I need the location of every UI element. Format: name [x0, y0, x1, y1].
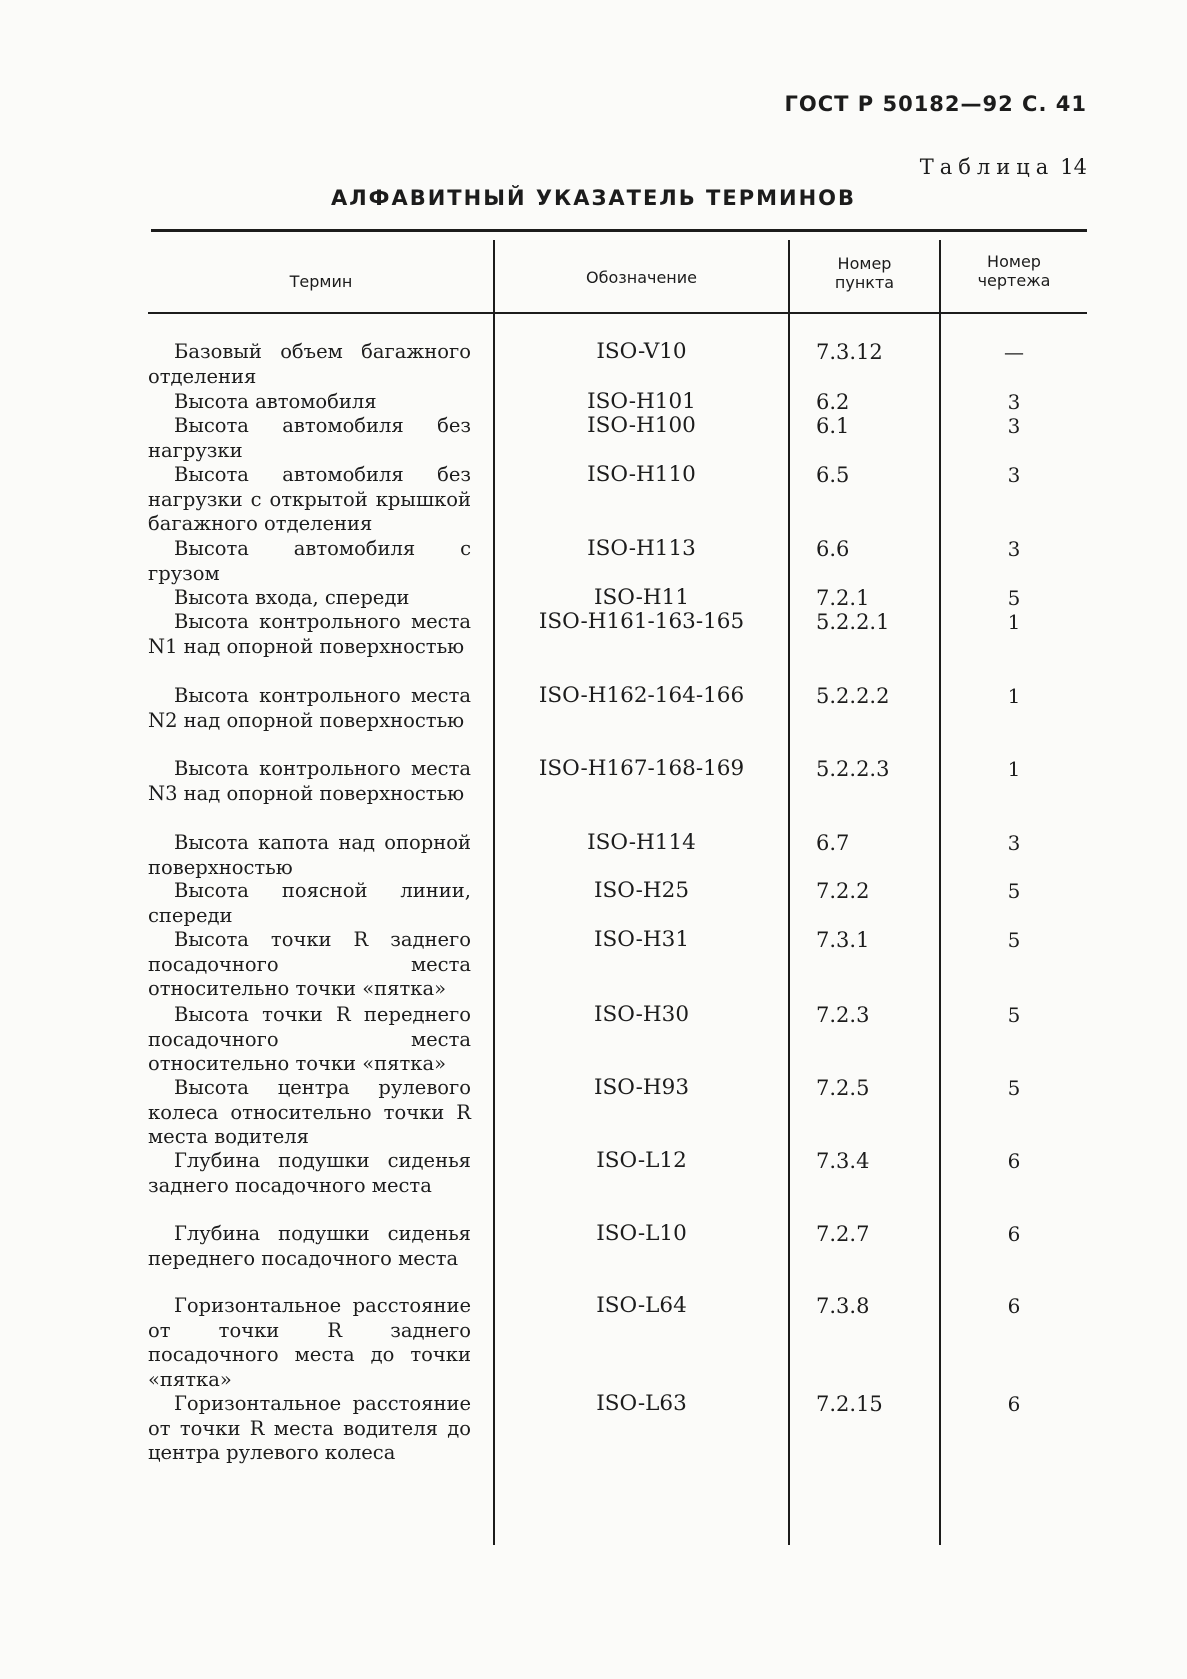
designation-cell: ISO-H31	[593, 927, 689, 952]
item-number-cell: 6.6	[816, 537, 850, 561]
figure-number-cell: 3	[1007, 537, 1021, 561]
item-number-cell: 7.2.7	[816, 1222, 870, 1246]
designation-cell: ISO-L64	[596, 1293, 687, 1318]
designation-cell: ISO-L12	[596, 1148, 687, 1173]
item-number-cell: 6.2	[816, 390, 850, 414]
item-number-cell: 6.7	[816, 831, 850, 855]
designation-cell: ISO-H11	[593, 585, 689, 610]
item-number-cell: 6.1	[816, 414, 850, 438]
figure-number-cell: 5	[1007, 1076, 1021, 1100]
term-cell: Высота центра рулевого колеса относительно точки R места водителя	[148, 1076, 471, 1148]
term-cell: Высота поясной линии, спереди	[148, 879, 471, 927]
designation-cell: ISO-L10	[596, 1221, 687, 1246]
term-cell: Высота автомобиля	[174, 390, 377, 413]
designation-cell: ISO-V10	[596, 339, 687, 364]
figure-number-cell: 5	[1007, 1003, 1021, 1027]
column-header-designation: Обозначение	[585, 268, 698, 287]
designation-cell: ISO-H167-168-169	[538, 756, 745, 781]
figure-number-cell: 6	[1007, 1149, 1021, 1173]
figure-number-cell: 5	[1007, 928, 1021, 952]
figure-number-cell: 1	[1007, 684, 1021, 708]
table-top-rule	[151, 229, 1087, 232]
column-header-item-line2: пункта	[834, 273, 895, 292]
term-cell: Высота контрольного места N3 над опорной поверхностью	[148, 757, 471, 805]
page-title: АЛФАВИТНЫЙ УКАЗАТЕЛЬ ТЕРМИНОВ	[330, 186, 857, 210]
term-cell: Высота контрольного места N2 над опорной поверхностью	[148, 684, 471, 732]
figure-number-cell: 3	[1007, 463, 1021, 487]
figure-number-cell: —	[1004, 340, 1024, 364]
term-cell: Глубина подушки сиденья переднего посадочного места	[148, 1222, 471, 1270]
item-number-cell: 7.2.1	[816, 586, 870, 610]
term-cell: Высота входа, спереди	[174, 586, 410, 609]
term-cell: Высота контрольного места N1 над опорной поверхностью	[148, 610, 471, 658]
table-header-rule	[148, 312, 1087, 314]
column-header-figure-line1: Номер	[987, 252, 1041, 271]
term-cell: Высота автомобиля без нагрузки	[148, 414, 471, 462]
figure-number-cell: 5	[1007, 879, 1021, 903]
figure-number-cell: 6	[1007, 1294, 1021, 1318]
designation-cell: ISO-H100	[587, 413, 696, 438]
designation-cell: ISO-L63	[596, 1391, 687, 1416]
table-label	[920, 155, 1087, 179]
item-number-cell: 7.2.5	[816, 1076, 870, 1100]
figure-number-cell: 1	[1007, 610, 1021, 634]
column-divider	[788, 240, 790, 1545]
term-cell: Высота автомобиля без нагрузки с открытой крышкой багажного отделения	[148, 463, 471, 535]
item-number-cell: 7.3.4	[816, 1149, 870, 1173]
figure-number-cell: 3	[1007, 831, 1021, 855]
page-header: ГОСТ Р 50182—92 С. 41	[784, 92, 1087, 116]
figure-number-cell: 1	[1007, 757, 1021, 781]
designation-cell: ISO-H161-163-165	[538, 609, 745, 634]
designation-cell: ISO-H162-164-166	[538, 683, 745, 708]
item-number-cell: 7.2.15	[816, 1392, 883, 1416]
figure-number-cell: 3	[1007, 414, 1021, 438]
designation-cell: ISO-H93	[593, 1075, 689, 1100]
item-number-cell: 6.5	[816, 463, 850, 487]
item-number-cell: 7.3.1	[816, 928, 870, 952]
column-header-figure-number	[941, 252, 1087, 290]
designation-cell: ISO-H110	[587, 462, 696, 487]
table-number: 14	[1060, 155, 1087, 179]
designation-cell: ISO-H30	[593, 1002, 689, 1027]
designation-cell: ISO-H101	[587, 389, 696, 414]
item-number-cell: 5.2.2.3	[816, 757, 890, 781]
designation-cell: ISO-H114	[587, 830, 696, 855]
figure-number-cell: 6	[1007, 1392, 1021, 1416]
item-number-cell: 7.2.2	[816, 879, 870, 903]
figure-number-cell: 6	[1007, 1222, 1021, 1246]
figure-number-cell: 3	[1007, 390, 1021, 414]
column-header-item-line1: Номер	[837, 254, 892, 273]
figure-number-cell: 5	[1007, 586, 1021, 610]
item-number-cell: 7.3.8	[816, 1294, 870, 1318]
item-number-cell: 5.2.2.1	[816, 610, 890, 634]
term-cell: Глубина подушки сиденья заднего посадочного места	[148, 1149, 471, 1197]
term-cell: Базовый объем багажного отделения	[148, 340, 471, 388]
term-cell: Высота капота над опорной поверхностью	[148, 831, 471, 879]
term-cell: Высота точки R переднего посадочного места относительно точки «пятка»	[148, 1003, 471, 1075]
term-cell: Высота автомобиля с грузом	[148, 537, 471, 585]
item-number-cell: 5.2.2.2	[816, 684, 890, 708]
term-cell: Горизонтальное расстояние от точки R места водителя до центра рулевого колеса	[148, 1392, 471, 1464]
column-header-figure-line2: чертежа	[977, 271, 1051, 290]
term-cell: Горизонтальное расстояние от точки R заднего посадочного места до точки «пятка»	[148, 1294, 471, 1391]
table-label-text: Таблица	[919, 155, 1055, 179]
item-number-cell: 7.2.3	[816, 1003, 870, 1027]
designation-cell: ISO-H113	[587, 536, 696, 561]
column-header-term: Термин	[289, 272, 353, 291]
designation-cell: ISO-H25	[593, 878, 689, 903]
term-cell: Высота точки R заднего посадочного места относительно точки «пятка»	[148, 928, 471, 1000]
item-number-cell: 7.3.12	[816, 340, 883, 364]
column-header-item-number	[790, 254, 939, 292]
